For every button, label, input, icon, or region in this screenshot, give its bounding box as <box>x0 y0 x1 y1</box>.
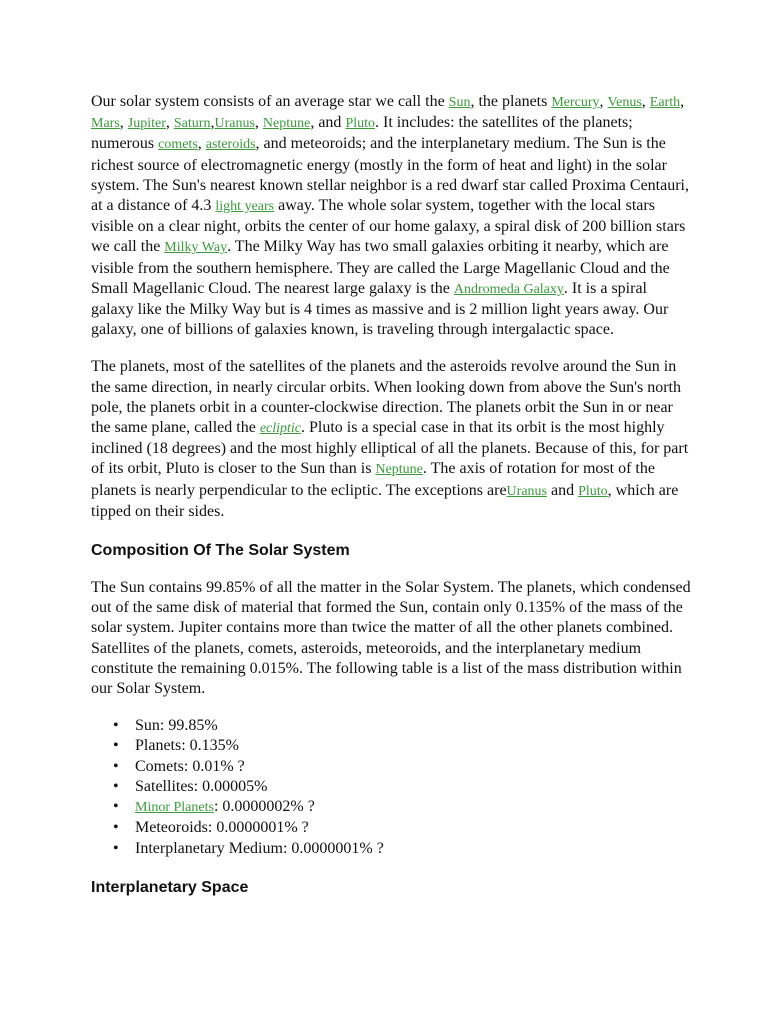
link-sun[interactable]: Sun <box>448 95 471 110</box>
bullet-icon: • <box>113 839 119 857</box>
list-item <box>91 839 691 859</box>
list-item <box>91 797 691 818</box>
link-uranus[interactable]: Uranus <box>214 116 255 132</box>
article-body <box>91 92 691 915</box>
text: , which are tipped on their sides. <box>91 481 679 520</box>
link-saturn[interactable]: Saturn <box>173 116 211 132</box>
link-neptune-2[interactable]: Neptune <box>375 462 423 478</box>
text: , <box>197 135 206 153</box>
link-pluto[interactable]: Pluto <box>345 116 376 132</box>
link-asteroids[interactable]: asteroids <box>205 137 256 153</box>
mass-distribution-list <box>91 716 691 858</box>
text: away. The whole solar system, together with the local stars visible on a clear night, orbits the center of our home galaxy, a spiral disk of 200 billion stars we call the <box>91 197 686 256</box>
text: , <box>210 114 215 132</box>
list-item-text: Satellites: 0.00005% <box>135 777 268 795</box>
list-item-text: Interplanetary Medium: 0.0000001% ? <box>135 839 384 857</box>
list-item-text: Planets: 0.135% <box>135 737 239 755</box>
list-item <box>91 716 691 736</box>
text: , and <box>310 114 346 132</box>
paragraph-orbits <box>91 357 691 522</box>
list-item <box>91 736 691 756</box>
list-item-text: Meteoroids: 0.0000001% ? <box>135 819 309 837</box>
text: , the planets <box>470 93 552 110</box>
link-mars[interactable]: Mars <box>91 116 120 132</box>
text: , <box>119 114 128 132</box>
bullet-icon: • <box>113 757 119 775</box>
paragraph-composition: The Sun contains 99.85% of all the matter in the Solar System. The planets, which condensed out of the same disk of material that formed the Sun, contain only 0.135% of the mass of the solar system. Jupiter contains more than twice the matter of all the other planets combined. Satellites of the planets, comets, asteroids, meteoroids, and the interplanetary medium constitute the remaining 0.015%. The following table is a list of the mass distribution within our Solar System. <box>91 579 691 698</box>
bullet-icon: • <box>113 819 119 837</box>
bullet-icon: • <box>113 737 119 755</box>
text: , <box>680 93 685 110</box>
link-andromeda-galaxy[interactable]: Andromeda Galaxy <box>453 281 564 297</box>
link-jupiter[interactable]: Jupiter <box>127 116 166 132</box>
paragraph-intro <box>91 92 691 340</box>
link-uranus-2[interactable]: Uranus <box>506 483 547 499</box>
text: , <box>641 93 650 110</box>
link-pluto-2[interactable]: Pluto <box>578 483 608 499</box>
bullet-icon: • <box>113 717 119 735</box>
link-comets[interactable]: comets <box>158 137 198 153</box>
list-item-text: Sun: 99.85% <box>135 717 218 735</box>
list-item-text: Comets: 0.01% ? <box>135 757 245 775</box>
text: . The Milky Way has two small galaxies orbiting it nearby, which are visible from the southern hemisphere. They are called the Large Magellanic Cloud and the Small Magellanic Cloud. The nearest large galaxy is the <box>91 238 670 297</box>
heading-interplanetary-space: Interplanetary Space <box>91 878 249 896</box>
link-light-years[interactable]: light years <box>215 199 275 215</box>
list-item <box>91 757 691 777</box>
link-neptune[interactable]: Neptune <box>262 116 311 132</box>
text: , <box>165 114 174 132</box>
text: The planets, most of the satellites of the planets and the asteroids revolve around the Sun in the same direction, in nearly circular orbits. When looking down from above the Sun's north pole, the planets orbit in a counter-clockwise direction. The planets orbit the Sun in or near the same plane, called the <box>91 358 681 437</box>
link-venus[interactable]: Venus <box>607 95 642 110</box>
text: . The axis of rotation for most of the planets is nearly perpendicular to the ecliptic. The exceptions are <box>91 460 655 499</box>
list-item-text: : 0.0000002% ? <box>213 798 315 816</box>
text: , <box>599 93 608 110</box>
text: Our solar system consists of an average star we call the <box>91 93 449 110</box>
text: , <box>254 114 263 132</box>
text: and <box>546 481 579 499</box>
text: . It includes: the satellites of the planets; numerous <box>91 114 633 153</box>
link-mercury[interactable]: Mercury <box>551 95 600 110</box>
text: , and meteoroids; and the interplanetary medium. The Sun is the richest source of electromagnetic energy (mostly in the form of heat and light) in the solar system. The Sun's nearest known stellar neighbor is a red dwarf star called Proxima Centauri, at a distance of 4.3 <box>91 135 689 215</box>
text: . Pluto is a special case in that its orbit is the most highly inclined (18 degrees) and the most highly elliptical of all the planets. Because of this, for part of its orbit, Pluto is closer to the Sun than is <box>91 419 689 478</box>
link-minor-planets[interactable]: Minor Planets <box>135 800 214 816</box>
bullet-icon: • <box>113 777 119 795</box>
bullet-icon: • <box>113 798 119 816</box>
list-item <box>91 777 691 797</box>
text: . It is a spiral galaxy like the Milky Way but is 4 times as massive and is 2 million light years away. Our galaxy, one of billions of galaxies known, is traveling through intergalactic space. <box>91 279 669 339</box>
link-ecliptic[interactable]: ecliptic <box>259 421 302 437</box>
list-item <box>91 818 691 838</box>
link-milky-way[interactable]: Milky Way <box>164 240 228 256</box>
heading-composition: Composition Of The Solar System <box>91 542 350 560</box>
link-earth[interactable]: Earth <box>649 95 681 110</box>
